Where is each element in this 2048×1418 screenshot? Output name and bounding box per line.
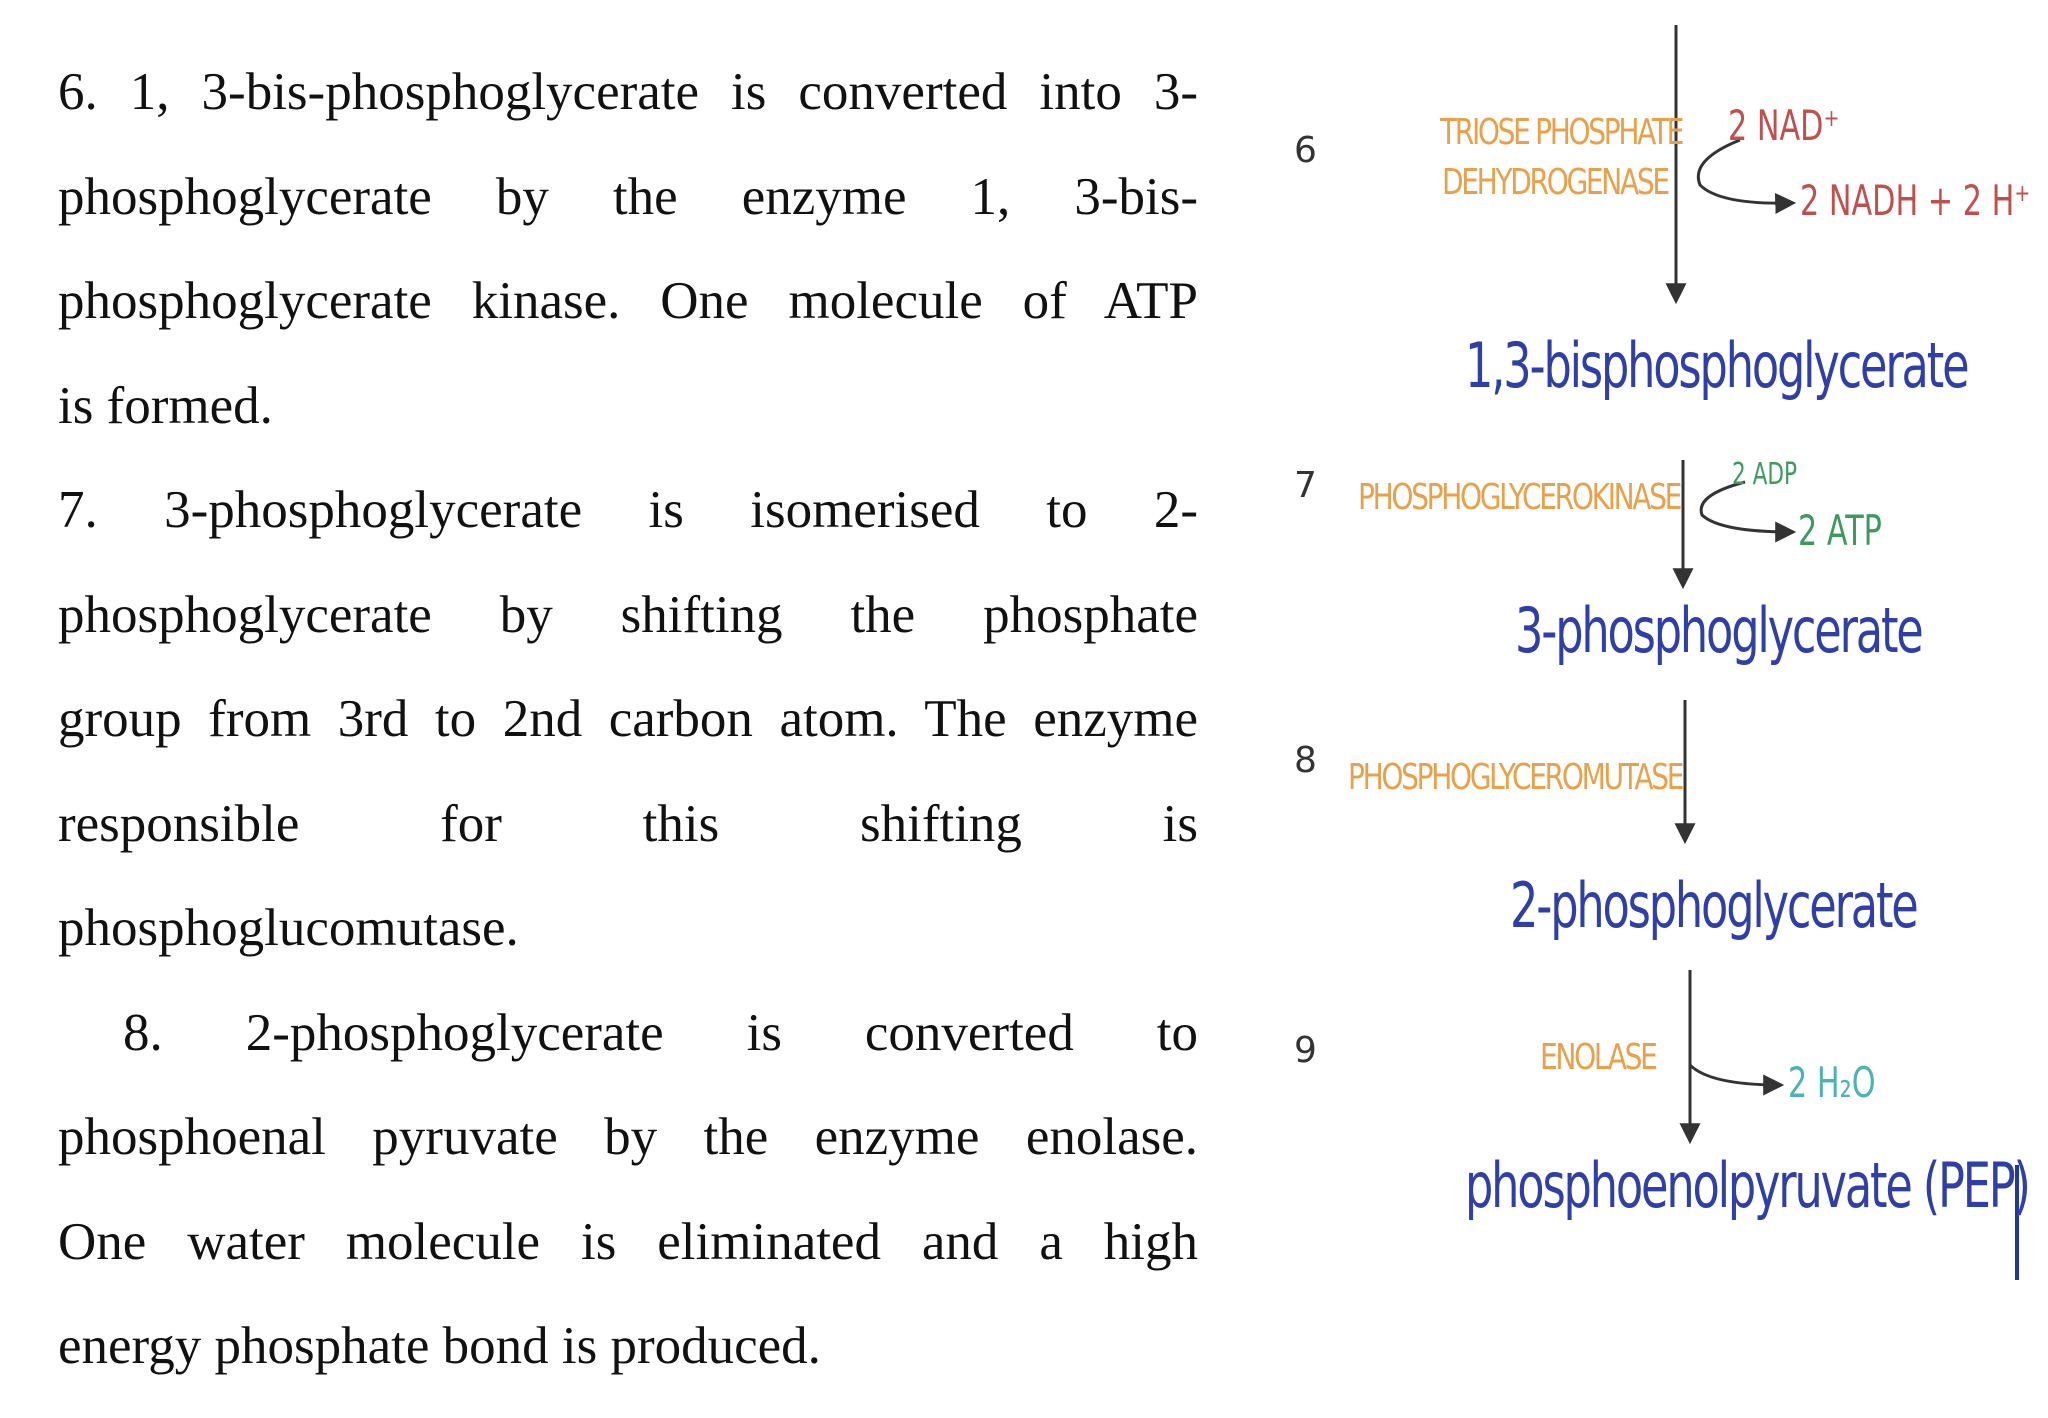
- paragraph-step-7: [58, 458, 1198, 981]
- text-line: phosphoglycerate by the enzyme 1, 3-bis-: [58, 167, 1198, 226]
- text-line: phosphoglycerate kinase. One molecule of ATP: [58, 272, 1198, 330]
- glycolysis-pathway-diagram: [1270, 0, 2048, 1418]
- text-line: 7. 3-phosphoglycerate is isomerised to 2-: [58, 481, 1198, 539]
- enzyme-label: ENOLASE: [1540, 1037, 1656, 1078]
- cofactor-label: 2 NADH + 2 H⁺: [1800, 176, 2031, 225]
- text-line: is formed.: [58, 376, 273, 435]
- text-line: One water molecule is eliminated and a high: [58, 1212, 1198, 1271]
- step-number: 9: [1294, 1030, 1317, 1071]
- text-line: phosphoglucomutase.: [58, 899, 519, 957]
- paragraph-step-8: [58, 981, 1198, 1399]
- metabolite-label: 1,3-bisphosphoglycerate: [1465, 329, 1968, 402]
- text-line: group from 3rd to 2nd carbon atom. The enzyme: [58, 690, 1198, 748]
- cofactor-label: 2 H₂O: [1788, 1058, 1876, 1107]
- enzyme-label: PHOSPHOGLYCEROKINASE: [1358, 477, 1681, 518]
- paragraph-step-6: [58, 40, 1198, 458]
- text-line: 6. 1, 3-bis-phosphoglycerate is converted into 3-: [58, 63, 1198, 121]
- metabolite-label: 2-phosphoglycerate: [1510, 869, 1917, 942]
- cofactor-label: 2 NAD⁺: [1728, 101, 1840, 150]
- metabolite-label: 3-phosphoglycerate: [1515, 594, 1922, 667]
- cofactor-label: 2 ADP: [1732, 457, 1798, 492]
- text-line: phosphoglycerate by shifting the phosphate: [58, 585, 1198, 644]
- step-number: 8: [1294, 740, 1317, 781]
- enzyme-label: DEHYDROGENASE: [1442, 162, 1668, 203]
- step-number: 7: [1294, 465, 1317, 506]
- enzyme-label: PHOSPHOGLYCEROMUTASE: [1348, 757, 1683, 798]
- text-line: 8. 2-phosphoglycerate is converted to: [123, 1003, 1198, 1062]
- cofactor-arrow-9: [1690, 1065, 1780, 1085]
- text-column: [58, 40, 1198, 1399]
- cofactor-label: 2 ATP: [1798, 506, 1882, 555]
- text-line: energy phosphate bond is produced.: [58, 1317, 821, 1375]
- enzyme-label: TRIOSE PHOSPHATE: [1440, 112, 1683, 153]
- step-number: 6: [1294, 130, 1317, 171]
- text-line: responsible for this shifting is: [58, 794, 1198, 853]
- text-line: phosphoenal pyruvate by the enzyme enolase.: [58, 1108, 1198, 1166]
- metabolite-label: phosphoenolpyruvate (PEP): [1465, 1149, 2029, 1222]
